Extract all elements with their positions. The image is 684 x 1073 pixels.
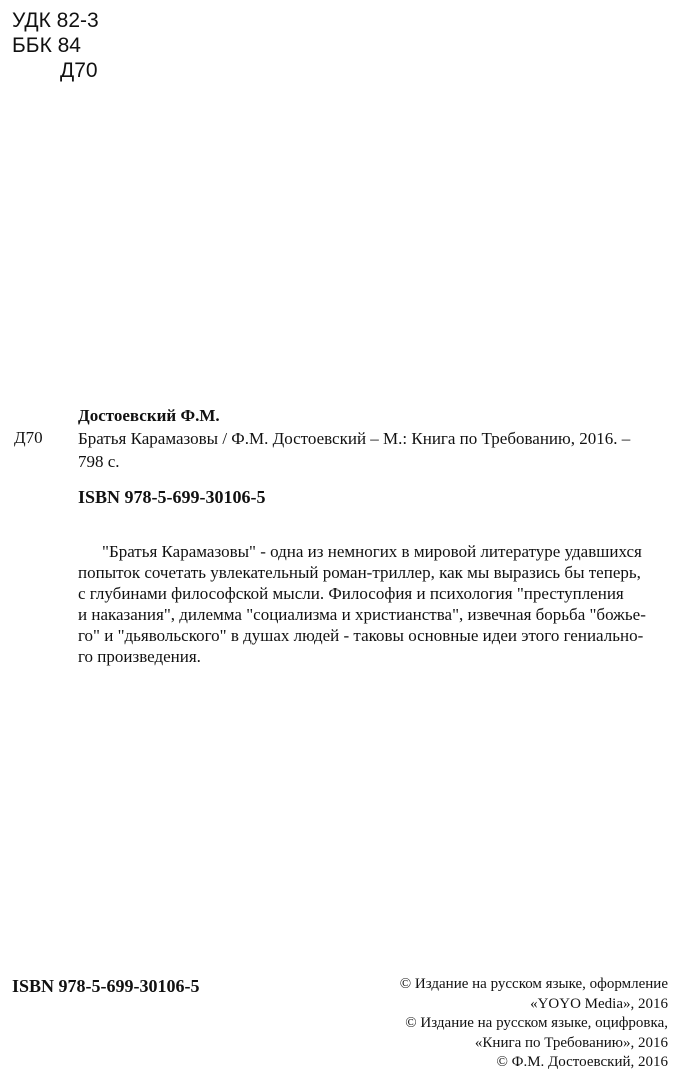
annotation-line: го произведения.: [78, 647, 201, 666]
copyright-line: © Издание на русском языке, оцифровка,: [405, 1015, 668, 1031]
bibliographic-record: [78, 404, 678, 473]
copyright-block: [400, 975, 668, 1073]
isbn-catalog: ISBN 978-5-699-30106-5: [78, 487, 266, 507]
title-line: Братья Карамазовы / Ф.М. Достоевский – М.: Книга по Требованию, 2016. –: [78, 429, 631, 448]
author-name: Достоевский Ф.М.: [78, 406, 220, 425]
annotation: [78, 541, 672, 667]
catalog-code: Д70: [14, 428, 43, 447]
annotation-line: и наказания", дилемма "социализма и христианства", извечная борьба "божье-: [78, 605, 646, 624]
annotation-line: "Братья Карамазовы" - одна из немногих в мировой литературе удавшихся: [102, 542, 642, 561]
annotation-line: го" и "дьявольского" в душах людей - таковы основные идеи этого гениально-: [78, 626, 644, 645]
annotation-line: с глубинами философской мысли. Философия и психология "преступления: [78, 584, 624, 603]
bbk-code: ББК 84: [12, 34, 81, 57]
copyright-line: «Книга по Требованию», 2016: [474, 1034, 668, 1051]
annotation-line: попыток сочетать увлекательный роман-триллер, как мы выразись бы теперь,: [78, 563, 641, 582]
author-mark: Д70: [60, 59, 98, 82]
copyright-line: «YOYO Media», 2016: [530, 995, 668, 1012]
copyright-line: © Издание на русском языке, оформление: [399, 976, 668, 992]
page-count: 798 с.: [78, 452, 120, 471]
udk-code: УДК 82-3: [12, 9, 99, 32]
classification-block: [12, 8, 99, 83]
copyright-line: © Ф.М. Достоевский, 2016: [496, 1054, 668, 1070]
isbn-footer: ISBN 978-5-699-30106-5: [12, 976, 200, 996]
